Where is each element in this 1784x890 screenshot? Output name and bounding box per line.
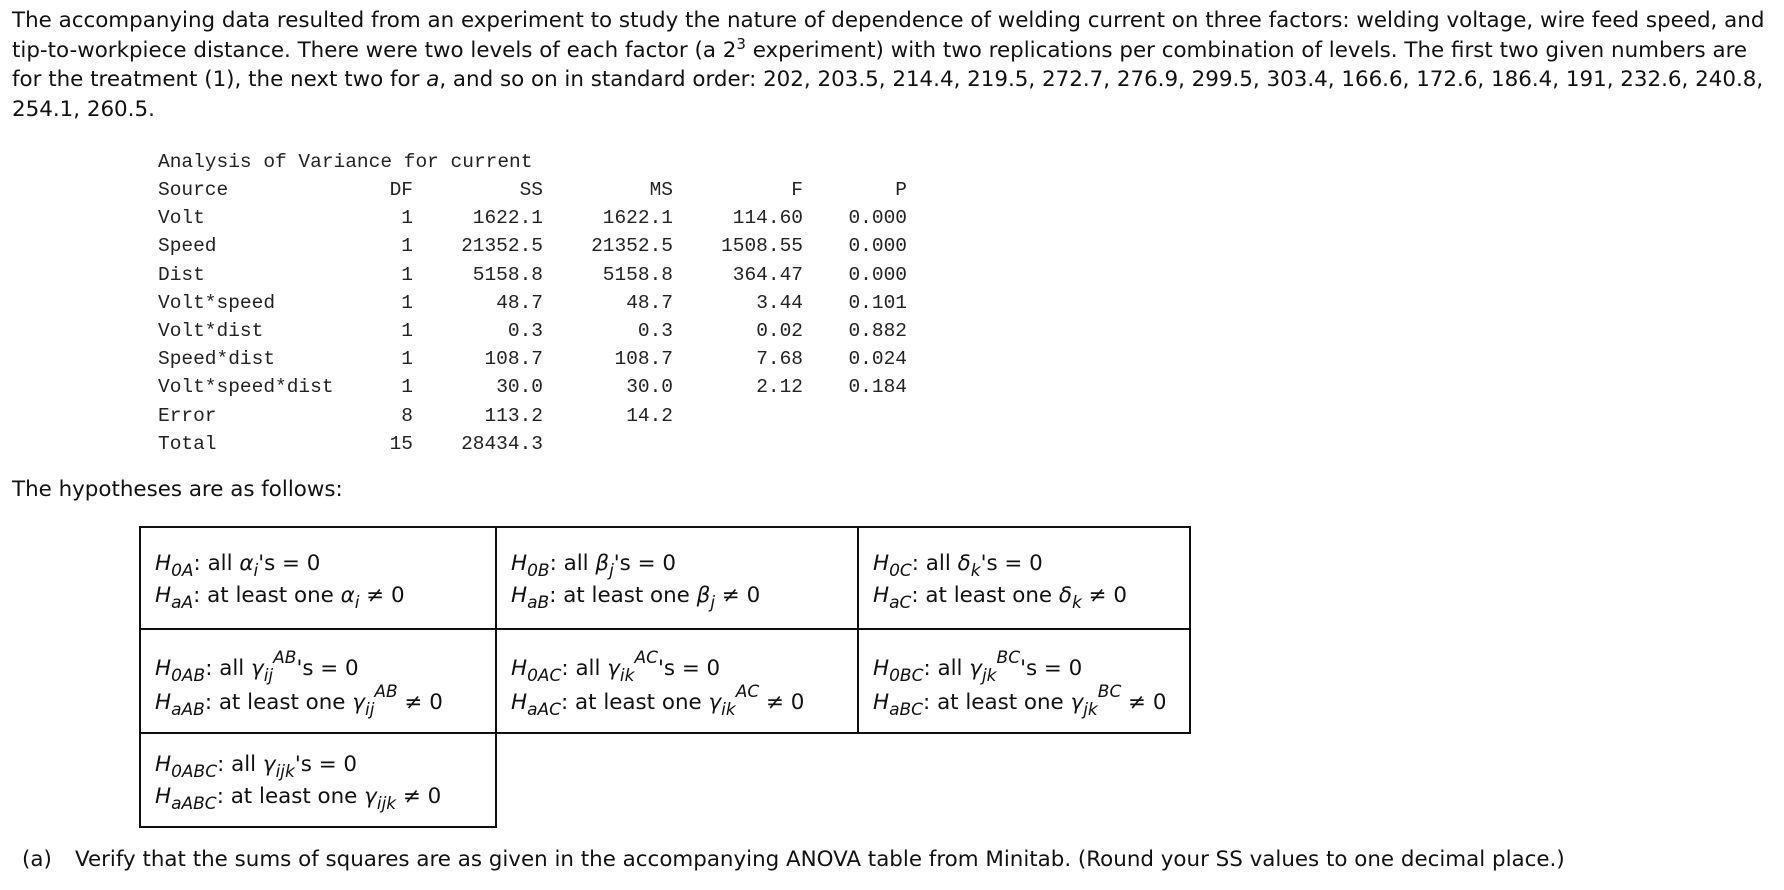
- anova-header-row: [158, 176, 907, 204]
- anova-cell-source: Volt: [158, 207, 205, 230]
- anova-cell-f: 1508.55: [721, 235, 803, 258]
- anova-cell-ss: 28434.3: [461, 432, 543, 455]
- hyp-cell-bc: $H_{0BC}$: all $\gamma_{jk}^{BC}'s = 0$ $H_{aBC}$: at least one $\gamma_{jk}^{BC} \ne 0$: [857, 628, 1191, 734]
- anova-cell-f: [673, 430, 803, 458]
- header-p: P: [895, 179, 907, 202]
- hyp-cell-ab: $H_{0AB}$: all $\gamma_{ij}^{AB}'s = 0$ $H_{aAB}$: at least one $\gamma_{ij}^{AB} \ne 0$: [139, 628, 497, 734]
- anova-cell-ss: 113.2: [484, 404, 543, 427]
- anova-cell-df: 8: [401, 404, 413, 427]
- anova-cell-p: [803, 402, 907, 430]
- hyp-cell-ac: $H_{0AC}$: all $\gamma_{ik}^{AC}'s = 0$ $H_{aAC}$: at least one $\gamma_{ik}^{AC} \ne 0$: [495, 628, 859, 734]
- anova-cell-f: 3.44: [756, 291, 803, 314]
- anova-row: [158, 373, 907, 401]
- header-ms: MS: [649, 179, 673, 202]
- problem-statement: The accompanying data resulted from an experiment to study the nature of dependence of welding current on three factors: welding voltage, wire feed speed, and tip-to-workpiece distance. There were two levels of each factor (a $2^3$ experiment) with two replications per combination of levels. The first two given numbers are for the treatment (1), the next two for a, and so on in standard order: 202, 203.5, 214.4, 219.5, 272.7, 276.9, 299.5, 303.4, 166.6, 172.6, 186.4, 191, 232.6, 240.8, 254.1, 260.5.: [12, 8, 1765, 122]
- anova-cell-ms: 14.2: [626, 404, 673, 427]
- anova-row: [158, 345, 907, 373]
- anova-cell-source: Dist: [158, 263, 205, 286]
- anova-cell-df: 1: [401, 235, 413, 258]
- question-a: [22, 847, 1565, 872]
- anova-cell-p: 0.101: [848, 291, 907, 314]
- anova-cell-ss: 5158.8: [472, 263, 543, 286]
- anova-row: [158, 317, 907, 345]
- anova-cell-f: 7.68: [756, 348, 803, 371]
- anova-cell-p: 0.184: [848, 376, 907, 399]
- anova-cell-p: 0.882: [848, 320, 907, 343]
- anova-cell-ms: 48.7: [626, 291, 673, 314]
- anova-row: [158, 289, 907, 317]
- anova-cell-source: Total: [158, 432, 217, 455]
- anova-cell-ss: 21352.5: [461, 235, 543, 258]
- anova-cell-ms: [543, 430, 673, 458]
- anova-cell-ss: 48.7: [496, 291, 543, 314]
- header-df: DF: [389, 179, 413, 202]
- question-label: (a): [22, 847, 52, 872]
- anova-cell-source: Volt*speed: [158, 291, 276, 314]
- anova-cell-ms: 108.7: [614, 348, 673, 371]
- anova-cell-df: 15: [389, 432, 413, 455]
- anova-cell-f: 0.02: [756, 320, 803, 343]
- header-f: F: [791, 179, 803, 202]
- anova-cell-p: 0.000: [848, 263, 907, 286]
- anova-cell-p: 0.000: [848, 207, 907, 230]
- anova-row: [158, 402, 907, 430]
- anova-cell-p: 0.024: [848, 348, 907, 371]
- hypotheses-intro: The hypotheses are as follows:: [12, 477, 343, 502]
- hyp-cell-b: $H_{0B}$: all $\beta_j's = 0$ $H_{aB}$: at least one $\beta_j \ne 0$: [495, 526, 859, 630]
- anova-row: [158, 261, 907, 289]
- anova-cell-df: 1: [401, 348, 413, 371]
- anova-row: [158, 232, 907, 260]
- anova-cell-ss: 108.7: [484, 348, 543, 371]
- hyp-cell-c: $H_{0C}$: all $\delta_k's = 0$ $H_{aC}$: at least one $\delta_k \ne 0$: [857, 526, 1191, 630]
- anova-cell-df: 1: [401, 291, 413, 314]
- anova-cell-f: 2.12: [756, 376, 803, 399]
- anova-row: [158, 430, 907, 458]
- anova-cell-df: 1: [401, 376, 413, 399]
- anova-cell-ss: 1622.1: [472, 207, 543, 230]
- anova-cell-ms: 1622.1: [602, 207, 673, 230]
- anova-cell-source: Volt*speed*dist: [158, 376, 334, 399]
- hyp-cell-abc: $H_{0ABC}$: all $\gamma_{ijk}'s = 0$ $H_{aABC}$: at least one $\gamma_{ijk} \ne 0$: [139, 732, 497, 828]
- anova-cell-source: Speed: [158, 235, 217, 258]
- hypotheses-grid: [139, 526, 1191, 828]
- anova-cell-ms: 5158.8: [602, 263, 673, 286]
- header-source: Source: [158, 179, 229, 202]
- anova-cell-p: 0.000: [848, 235, 907, 258]
- anova-row: [158, 204, 907, 232]
- hyp-cell-a: $H_{0A}$: all $\alpha_i's = 0$ $H_{aA}$: at least one $\alpha_i \ne 0$: [139, 526, 497, 630]
- anova-cell-df: 1: [401, 263, 413, 286]
- anova-cell-f: 114.60: [732, 207, 803, 230]
- anova-cell-f: 364.47: [732, 263, 803, 286]
- anova-title: Analysis of Variance for current: [158, 151, 533, 173]
- anova-cell-f: [673, 402, 803, 430]
- anova-cell-ss: 0.3: [507, 320, 543, 343]
- anova-cell-df: 1: [401, 207, 413, 230]
- anova-cell-p: [803, 430, 907, 458]
- anova-cell-ms: 30.0: [626, 376, 673, 399]
- anova-cell-source: Volt*dist: [158, 320, 264, 343]
- anova-cell-df: 1: [401, 320, 413, 343]
- anova-cell-ms: 0.3: [637, 320, 673, 343]
- anova-cell-ss: 30.0: [496, 376, 543, 399]
- anova-cell-ms: 21352.5: [591, 235, 673, 258]
- question-text: Verify that the sums of squares are as given in the accompanying ANOVA table from Minitab. (Round your SS values to one decimal place.): [75, 847, 1565, 872]
- anova-cell-source: Speed*dist: [158, 348, 276, 371]
- header-ss: SS: [519, 179, 543, 202]
- anova-cell-source: Error: [158, 404, 217, 427]
- anova-table: [158, 148, 907, 458]
